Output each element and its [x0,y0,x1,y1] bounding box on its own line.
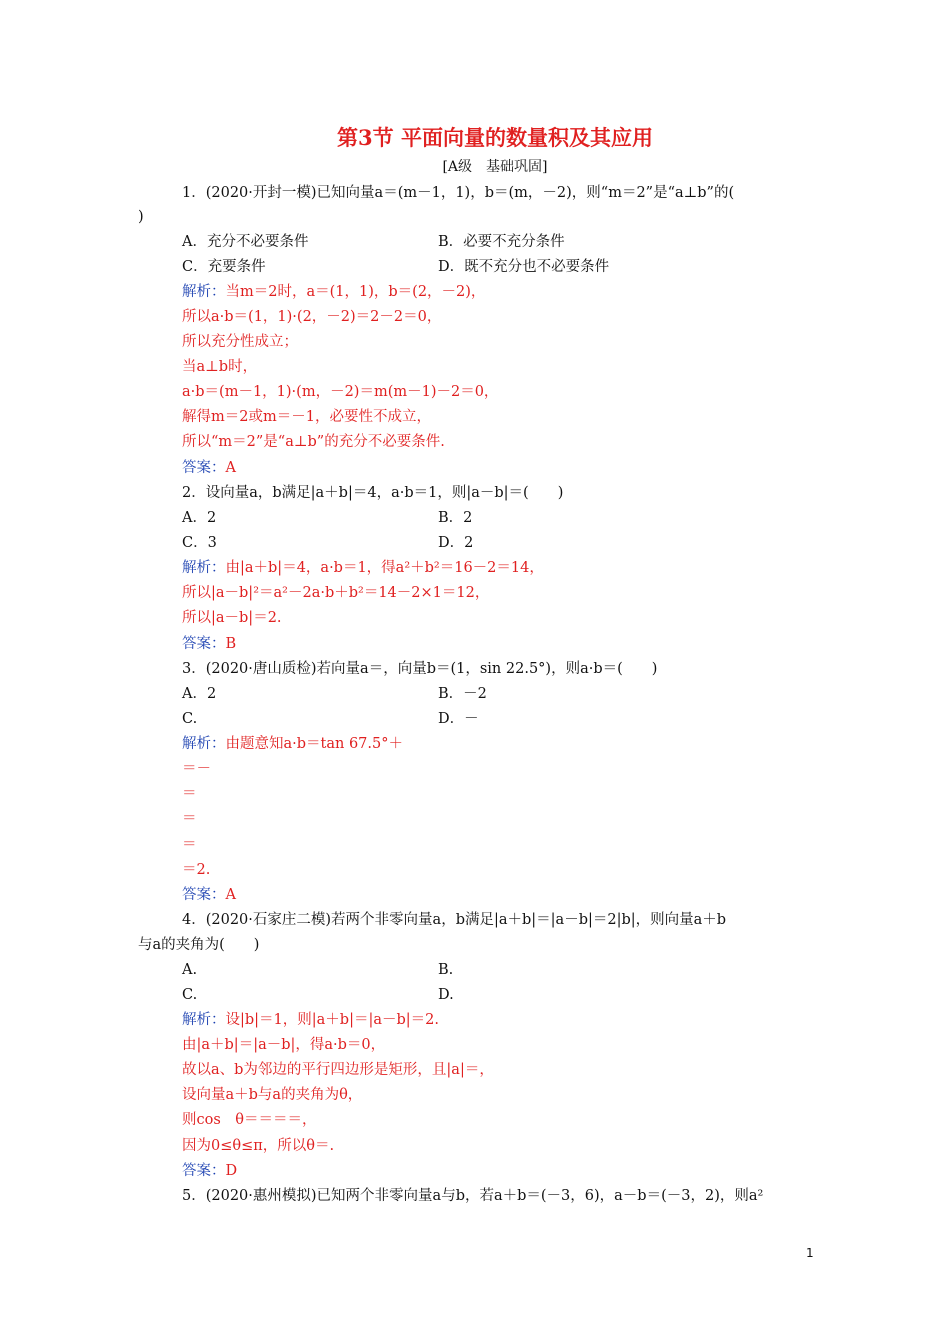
text-line [182,1136,334,1156]
line-text: A．充分不必要条件 [182,234,309,250]
line-text: 1．(2020·开封一模)已知向量a＝(m－1，1)，b＝(m，－2)，则“m＝2”是“a⊥b”的( [182,185,735,201]
line-text: 由题意知a·b＝tan 67.5°＋ [225,736,403,752]
text-line [182,985,197,1005]
line-text: C. [182,711,198,727]
line-text: B．必要不充分条件 [438,234,565,250]
line-text: A. [182,962,198,978]
line-text: ＝ [182,786,197,802]
solution-line [182,558,544,578]
line-text: C．3 [182,535,217,551]
text-line [182,183,734,203]
line-text: A．2 [182,686,217,702]
text-line [182,1085,362,1105]
text-line [182,809,197,829]
line-text: 当m＝2时，a＝(1，1)，b＝(2，－2)， [225,284,486,300]
text-line [182,407,431,427]
solution-line [182,282,485,302]
text-line [182,382,498,402]
text-line [182,432,445,452]
solution-line [182,1010,439,1030]
line-text: 所以a·b＝(1，1)·(2，－2)＝2－2＝0， [182,309,442,325]
text-line [182,1110,317,1130]
page-title: 第3节 平面向量的数量积及其应用 [337,125,653,150]
line-text: D．既不充分也不必要条件 [438,259,610,275]
text-line [138,935,259,955]
text-line [438,684,487,704]
line-text: A [225,460,236,476]
answer-line [182,885,236,905]
line-text: B．－2 [438,686,487,702]
line-label: 答案： [182,460,226,476]
text-line [438,257,609,277]
line-text: 则cos θ＝＝＝＝， [182,1112,317,1128]
line-text: 设|b|＝1，则|a＋b|＝|a－b|＝2. [225,1012,440,1028]
line-text: A [225,887,236,903]
line-text: A．2 [182,510,217,526]
line-text: B. [438,962,454,978]
text-line [138,207,144,227]
text-line [438,232,565,252]
line-text: ＝ [182,837,197,853]
line-label: 答案： [182,1163,226,1179]
line-label: 答案： [182,636,226,652]
line-text: D．－ [438,711,479,727]
line-text: D. [438,987,454,1003]
line-text: D．2 [438,535,474,551]
line-text: a·b＝(m－1，1)·(m，－2)＝m(m－1)－2＝0， [182,384,499,400]
text-line [182,357,257,377]
text-line [182,332,298,352]
text-line [182,533,217,553]
text-line [182,784,197,804]
answer-line [182,458,236,478]
text-line [182,257,266,277]
text-line [182,659,657,679]
line-text: 由|a＋b|＝|a－b|，得a·b＝0， [182,1037,386,1053]
line-label: 解析： [182,284,226,300]
text-line [182,307,441,327]
text-line [182,759,211,779]
line-text: 所以“m＝2”是“a⊥b”的充分不必要条件. [182,434,445,450]
line-text: 由|a＋b|＝4，a·b＝1，得a²＋b²＝16－2＝14， [225,560,544,576]
answer-line [182,634,236,654]
text-line [182,910,726,930]
text-line [182,1035,385,1055]
line-text: 2．设向量a，b满足|a＋b|＝4，a·b＝1，则|a－b|＝( ) [182,485,564,501]
text-line [438,985,454,1005]
line-text: 所以|a－b|＝2. [182,610,282,626]
page-number: 1 [806,1246,814,1260]
line-text: 5．(2020·惠州模拟)已知两个非零向量a与b，若a＋b＝(－3，6)，a－b＝(－3，2)，则a² [182,1188,764,1204]
text-line [182,483,563,503]
answer-line [182,1161,237,1181]
text-line [182,709,197,729]
line-text: 3．(2020·唐山质检)若向量a＝，向量b＝(1，sin 22.5°)，则a·b＝( ) [182,661,658,677]
line-text: 因为0≤θ≤π，所以θ＝. [182,1138,335,1154]
line-text: 故以a、b为邻边的平行四边形是矩形，且|a|＝， [182,1062,494,1078]
text-line [182,1186,763,1206]
line-text: 4．(2020·石家庄二模)若两个非零向量a，b满足|a＋b|＝|a－b|＝2|b|，则向量a＋b [182,912,727,928]
section-subtitle: [A级 基础巩固] [442,159,548,175]
text-line [438,508,472,528]
line-text: B [225,636,237,652]
line-text: 解得m＝2或m＝－1，必要性不成立， [182,409,431,425]
line-text: 所以|a－b|²＝a²－2a·b＋b²＝14－2×1＝12， [182,585,490,601]
text-line [438,960,453,980]
text-line [182,684,216,704]
text-line [438,709,479,729]
line-text: ＝2. [182,862,211,878]
line-text: C．充要条件 [182,259,266,275]
text-line [182,860,210,880]
text-line [182,960,197,980]
line-text: C. [182,987,198,1003]
text-line [182,835,197,855]
line-text: ) [138,209,144,225]
text-line [182,1060,494,1080]
line-text: B．2 [438,510,473,526]
line-text: D [225,1163,238,1179]
text-line [438,533,473,553]
text-line [182,608,282,628]
line-text: 设向量a＋b与a的夹角为θ， [182,1087,363,1103]
line-text: ＝ [182,811,197,827]
line-label: 解析： [182,560,226,576]
line-text: ＝－ [182,761,211,777]
line-label: 解析： [182,1012,226,1028]
text-line [182,583,489,603]
line-label: 答案： [182,887,226,903]
line-text: 所以充分性成立； [182,334,298,350]
line-text: 当a⊥b时， [182,359,258,375]
text-line [182,508,216,528]
line-text: 与a的夹角为( ) [138,937,260,953]
line-label: 解析： [182,736,226,752]
text-line [182,232,308,252]
solution-line [182,734,403,754]
